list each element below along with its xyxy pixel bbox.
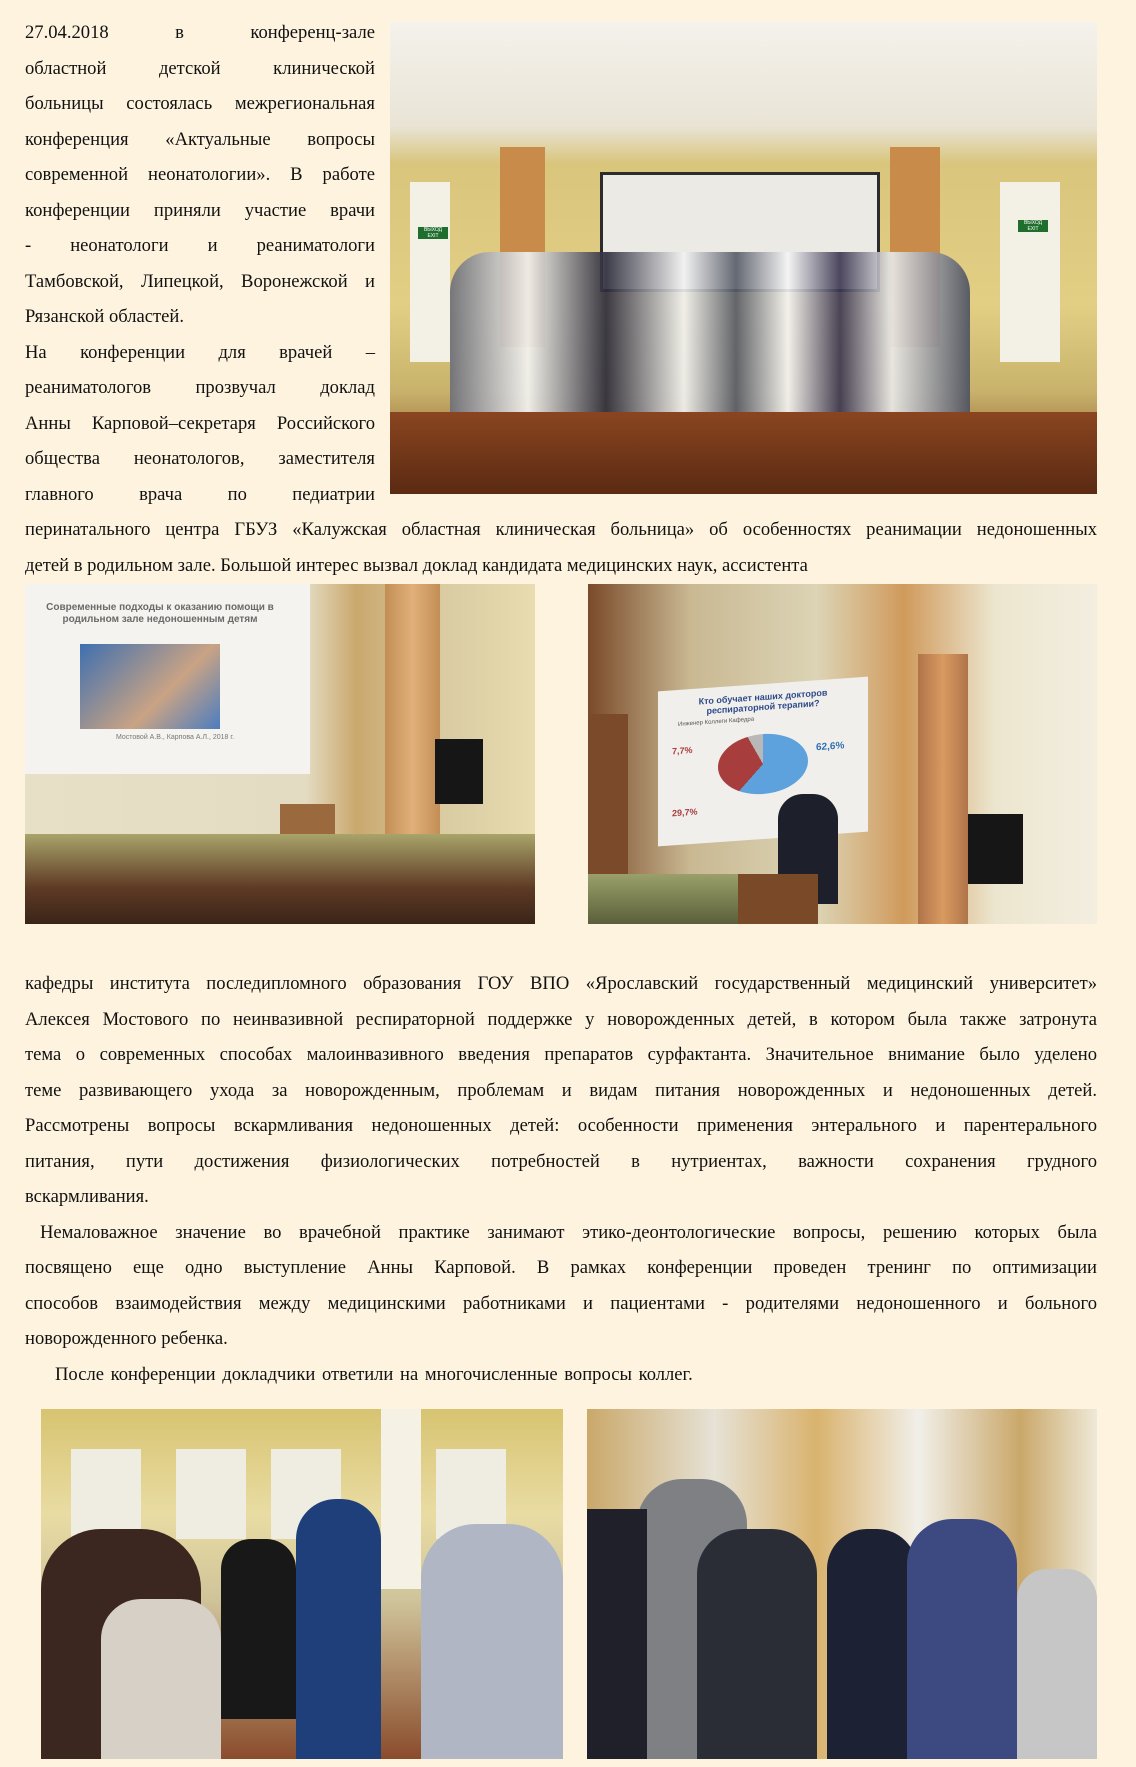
text-line: После конференции докладчики ответили на многочисленные вопросы коллег. bbox=[55, 1363, 693, 1385]
exit-sign-left: ВЫХОД EXIT bbox=[418, 227, 448, 239]
slide-2-pct-mid: 29,7% bbox=[672, 806, 698, 819]
text-line: реаниматологов прозвучал доклад bbox=[25, 377, 375, 398]
body-paragraph bbox=[25, 966, 1097, 1392]
text-line: тема о современных способах малоинвазивного введения препаратов сурфактанта. Значительное внимание было уделено bbox=[25, 1044, 1097, 1065]
slide-2-pct-big: 62,6% bbox=[816, 740, 845, 754]
exit-sign-right: ВЫХОД EXIT bbox=[1018, 220, 1048, 232]
text-line: питания, пути достижения физиологических потребностей в нутриентах, важности сохранения грудного bbox=[25, 1150, 1097, 1172]
text-line: Тамбовской, Липецкой, Воронежской и bbox=[25, 270, 375, 292]
attendees-photo-2 bbox=[587, 1409, 1097, 1759]
slide-2-legend-1: Инженер bbox=[678, 720, 703, 728]
slide-2-legend-2: Коллеги bbox=[704, 718, 728, 727]
text-line: Анны Карповой–секретаря Российского bbox=[25, 412, 375, 434]
text-line: теме развивающего ухода за новорожденным, проблемам и видам питания новорожденных и недоношенных детей. bbox=[25, 1079, 1097, 1101]
text-line: больницы состоялась межрегиональная bbox=[25, 93, 375, 114]
slide-1-title: Современные подходы к оказанию помощи в родильном зале недоношенным детям bbox=[46, 602, 274, 625]
text-line: Немаловажное значение во врачебной практике занимают этико-деонтологические вопросы, решению которых была bbox=[40, 1221, 1097, 1243]
presentation-photo-1 bbox=[25, 584, 535, 924]
slide-2-legend-3: Кафедра bbox=[728, 716, 755, 725]
text-line: областной детской клинической bbox=[25, 57, 375, 79]
intro-paragraph bbox=[25, 15, 375, 512]
text-line: способов взаимодействия между медицинскими работниками и пациентами - родителями недоношенного и больного bbox=[25, 1292, 1097, 1314]
text-line: вскармливания. bbox=[25, 1186, 149, 1207]
text-line: общества неонатологов, заместителя bbox=[25, 448, 375, 469]
text-line: конференция «Актуальные вопросы bbox=[25, 128, 375, 150]
text-line: Рассмотрены вопросы вскармливания недоношенных детей: особенности применения энтерального и парентерального bbox=[25, 1115, 1097, 1136]
text-line: конференции приняли участие врачи bbox=[25, 199, 375, 221]
text-line: Рязанской областей. bbox=[25, 306, 185, 327]
text-line: - неонатологи и реаниматологи bbox=[25, 235, 375, 256]
attendees-photo-1 bbox=[41, 1409, 563, 1759]
text-line: детей в родильном зале. Большой интерес вызвал доклад кандидата медицинских наук, ассистента bbox=[25, 554, 808, 576]
slide-1-author: Мостовой А.В., Карпова А.Л., 2018 г. bbox=[115, 734, 235, 741]
text-line: Алексея Мостового по неинвазивной респираторной поддержке у новорожденных детей, в котором была также затронута bbox=[25, 1008, 1097, 1030]
slide-2-pct-small: 7,7% bbox=[672, 744, 693, 757]
text-line: кафедры института последипломного образования ГОУ ВПО «Ярославский государственный медицинский университет» bbox=[25, 973, 1097, 994]
slide-2-title: Кто обучает наших докторов респираторной терапии? bbox=[698, 687, 828, 716]
text-line: новорожденного ребенка. bbox=[25, 1328, 228, 1349]
text-line: 27.04.2018 в конференц-зале bbox=[25, 22, 375, 43]
text-line: посвящено еще одно выступление Анны Карповой. В рамках конференции проведен тренинг по оптимизации bbox=[25, 1257, 1097, 1278]
text-line: На конференции для врачей – bbox=[25, 341, 375, 363]
wide-paragraph bbox=[25, 512, 1097, 583]
text-line: главного врача по педиатрии bbox=[25, 483, 375, 505]
text-line: современной неонатологии». В работе bbox=[25, 164, 375, 185]
conference-group-photo bbox=[390, 22, 1097, 494]
projection-slide-1 bbox=[25, 584, 310, 774]
presentation-photo-2 bbox=[588, 584, 1097, 924]
text-line: перинатального центра ГБУЗ «Калужская областная клиническая больница» об особенностях реанимации недоношенных bbox=[25, 519, 1097, 540]
